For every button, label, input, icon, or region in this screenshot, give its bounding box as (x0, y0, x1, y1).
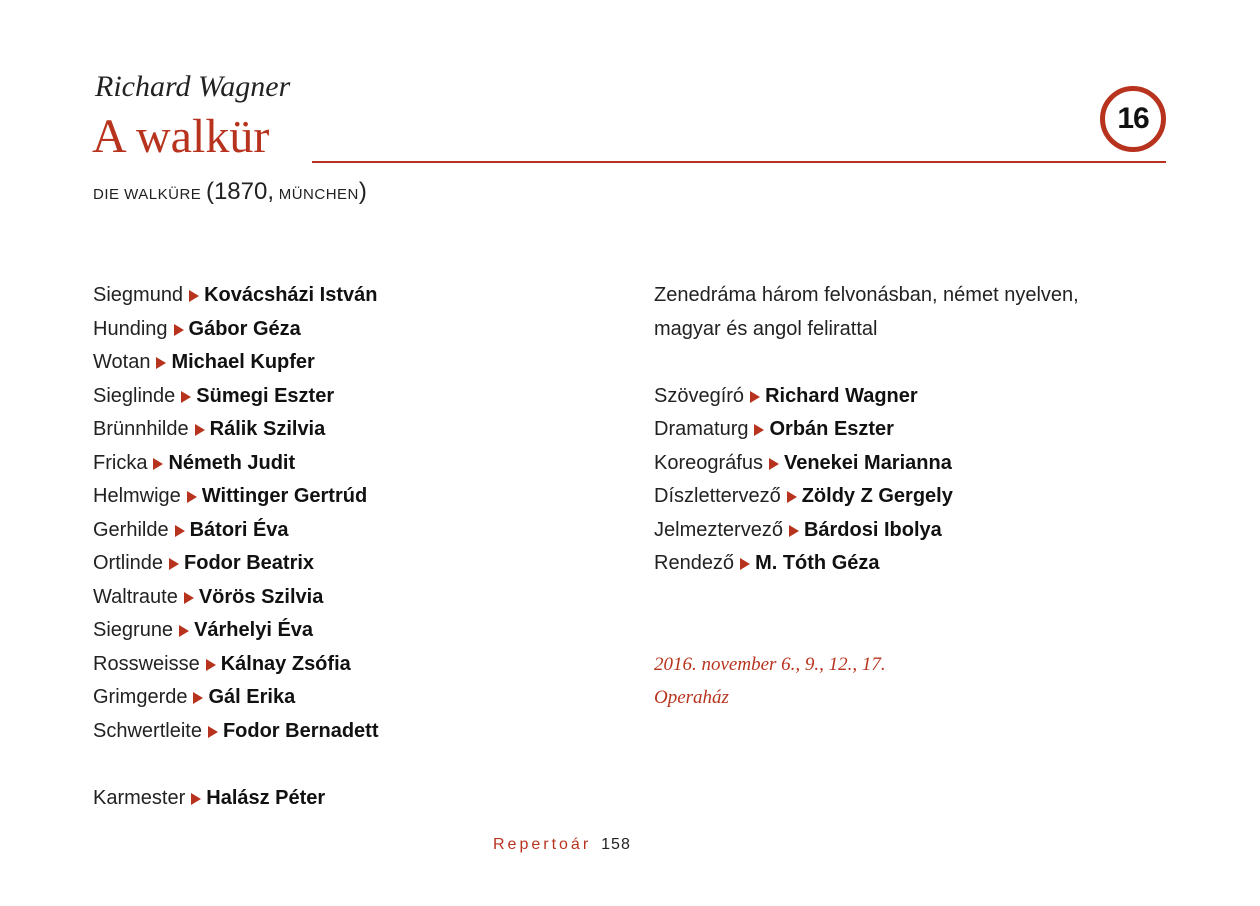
triangle-right-icon (153, 458, 163, 470)
role-label: Karmester (93, 786, 186, 809)
role-label: Fricka (93, 451, 148, 474)
performer-name: Várhelyi Éva (194, 619, 314, 641)
triangle-right-icon (754, 424, 764, 436)
conductor-row (93, 782, 379, 816)
cast-row (93, 614, 379, 648)
spacer (654, 614, 1079, 648)
role-label: Siegrune (93, 619, 174, 641)
spacer (93, 748, 379, 782)
premiere-city: MÜNCHEN (278, 186, 359, 203)
cast-row (93, 514, 379, 548)
role-label: Ortlinde (93, 552, 164, 574)
cast-row (93, 346, 379, 380)
triangle-right-icon (179, 625, 189, 637)
triangle-right-icon (208, 726, 218, 738)
crew-row (654, 380, 1079, 414)
crew-role: Jelmeztervező (654, 518, 783, 541)
crew-role: Rendező (654, 552, 735, 574)
opera-title: A walkür (92, 110, 270, 163)
triangle-right-icon (787, 491, 797, 503)
performer-name: Sümegi Eszter (196, 384, 335, 407)
crew-row (654, 480, 1079, 514)
triangle-right-icon (156, 357, 166, 369)
performer-name: Németh Judit (168, 451, 296, 474)
performer-name: Michael Kupfer (171, 351, 315, 373)
role-label: Brünnhilde (93, 418, 189, 440)
role-label: Grimgerde (93, 686, 188, 708)
crew-row (654, 413, 1079, 447)
triangle-right-icon (181, 391, 191, 403)
performer-name: Vörös Szilvia (198, 585, 324, 608)
triangle-right-icon (206, 659, 216, 671)
role-label: Wotan (93, 351, 151, 373)
crew-row (654, 447, 1079, 481)
performance-venue: Operaház (654, 687, 729, 708)
triangle-right-icon (195, 424, 205, 436)
triangle-right-icon (769, 458, 779, 470)
performer-name: Fodor Beatrix (184, 552, 315, 574)
original-title: DIE WALKÜRE (93, 186, 202, 203)
crew-role: Koreográfus (654, 451, 763, 474)
cast-row (93, 547, 379, 581)
description-line: magyar és angol felirattal (654, 317, 878, 340)
triangle-right-icon (191, 793, 201, 805)
crew-name: Orbán Eszter (769, 418, 894, 440)
premiere-year: (1870, (205, 178, 275, 205)
cast-row (93, 581, 379, 615)
triangle-right-icon (789, 525, 799, 537)
role-label: Hunding (93, 317, 168, 340)
triangle-right-icon (189, 290, 199, 302)
crew-name: Zöldy Z Gergely (801, 485, 953, 507)
triangle-right-icon (169, 558, 179, 570)
description-line: Zenedráma három felvonásban, német nyelven, (654, 284, 1079, 306)
cast-row (93, 279, 379, 313)
crew-name: Richard Wagner (765, 384, 918, 407)
title-underline (312, 161, 1166, 163)
cast-row (93, 715, 379, 749)
triangle-right-icon (175, 525, 185, 537)
role-label: Waltraute (93, 585, 178, 608)
triangle-right-icon (750, 391, 760, 403)
role-label: Rossweisse (93, 652, 200, 675)
performer-name: Wittinger Gertrúd (201, 485, 368, 507)
role-label: Siegmund (93, 284, 184, 306)
crew-name: Bárdosi Ibolya (803, 518, 942, 541)
performer-name: Kovácsházi István (204, 284, 378, 306)
performer-name: Rálik Szilvia (209, 418, 326, 440)
composer-name: Richard Wagner (95, 70, 291, 103)
performer-name: Bátori Éva (189, 518, 289, 541)
cast-row (93, 681, 379, 715)
role-label: Helmwige (93, 485, 181, 507)
triangle-right-icon (184, 592, 194, 604)
cast-row (93, 480, 379, 514)
role-label: Schwertleite (93, 719, 202, 742)
performance-dates: 2016. november 6., 9., 12., 17. (654, 653, 886, 675)
performer-name: Gábor Géza (188, 317, 301, 340)
page-number: 158 (601, 836, 631, 853)
cast-list (93, 279, 379, 815)
page-footer (493, 836, 631, 854)
performer-name: Gál Erika (208, 686, 296, 708)
footer-section: Repertoár (493, 836, 592, 853)
spacer (654, 581, 1079, 615)
crew-row (654, 514, 1079, 548)
production-info (654, 279, 1079, 715)
triangle-right-icon (740, 558, 750, 570)
cast-row (93, 447, 379, 481)
cast-row (93, 413, 379, 447)
crew-role: Szövegíró (654, 384, 745, 407)
role-label: Gerhilde (93, 518, 169, 541)
triangle-right-icon (193, 692, 203, 704)
triangle-right-icon (187, 491, 197, 503)
role-label: Sieglinde (93, 384, 176, 407)
crew-role: Díszlettervező (654, 485, 781, 507)
age-rating-badge: 16 (1100, 86, 1166, 152)
triangle-right-icon (174, 324, 184, 336)
crew-name: M. Tóth Géza (755, 552, 880, 574)
cast-row (93, 380, 379, 414)
crew-name: Venekei Marianna (783, 451, 952, 474)
performer-name: Fodor Bernadett (222, 719, 379, 742)
crew-row (654, 547, 1079, 581)
cast-row (93, 313, 379, 347)
spacer (654, 346, 1079, 380)
subtitle (93, 178, 367, 206)
premiere-close: ) (358, 178, 367, 205)
performer-name: Kálnay Zsófia (220, 652, 351, 675)
performer-name: Halász Péter (206, 786, 326, 809)
cast-row (93, 648, 379, 682)
crew-role: Dramaturg (654, 418, 749, 440)
